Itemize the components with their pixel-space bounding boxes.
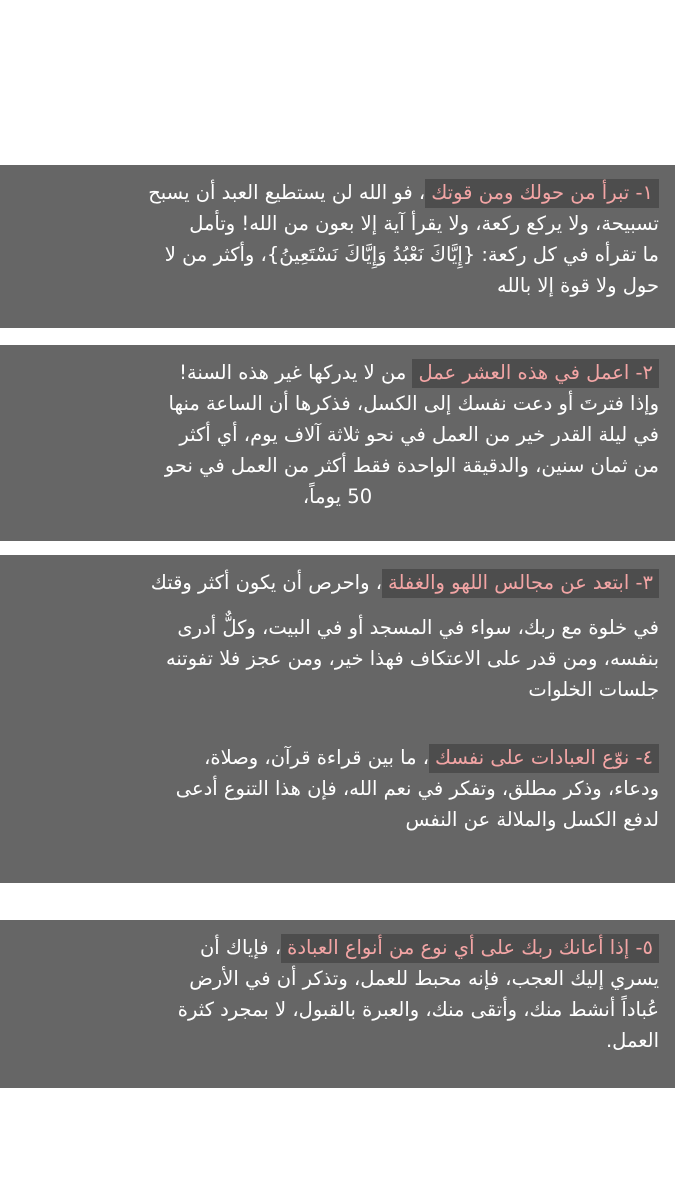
tip-line — [16, 567, 659, 598]
tip-line: في خلوة مع ربك، سواء في المسجد أو في البيت، وكلٌّ أدرى — [177, 616, 659, 639]
tip-heading-highlight: ٢- اعمل في هذه العشر عمل — [412, 359, 659, 388]
tip-line: لدفع الكسل والملالة عن النفس — [405, 808, 659, 831]
tip-line: وإذا فترتَ أو دعت نفسك إلى الكسل، فذكرها أن الساعة منها — [168, 392, 659, 415]
tip-line: ما تقرأه في كل ركعة: {إِيَّاكَ نَعْبُدُ وَإِيَّاكَ نَسْتَعِينُ}، وأكثر من لا — [164, 243, 659, 266]
tip-text: ، واحرص أن يكون أكثر وقتك — [150, 571, 383, 594]
tip-text: ، فو الله لن يستطيع العبد أن يسبح — [148, 181, 426, 204]
tip-line — [16, 742, 659, 773]
tip-line: عُباداً أنشط منك، وأتقى منك، والعبرة بالقبول، لا بمجرد كثرة — [177, 998, 659, 1021]
tip-heading-highlight: ٣- ابتعد عن مجالس اللهو والغفلة — [382, 569, 659, 598]
tip-text: من لا يدركها غير هذه السنة! — [179, 361, 413, 384]
tip-card-5 — [0, 920, 675, 1088]
tip-line: 50 يوماً، — [302, 485, 373, 508]
line-gap — [16, 598, 659, 612]
tip-line: جلسات الخلوات — [528, 678, 659, 701]
tip-line: من ثمان سنين، والدقيقة الواحدة فقط أكثر من العمل في نحو — [164, 454, 659, 477]
tip-line: في ليلة القدر خير من العمل في نحو ثلاثة آلاف يوم، أي أكثر — [179, 423, 659, 446]
tip-line: حول ولا قوة إلا بالله — [497, 274, 659, 297]
tip-line — [16, 932, 659, 963]
tip-text: ، فإياك أن — [199, 936, 282, 959]
tip-line: يسري إليك العجب، فإنه محبط للعمل، وتذكر أن في الأرض — [189, 967, 659, 990]
tip-card-4 — [0, 730, 675, 883]
tip-heading-highlight: ٤- نوّع العبادات على نفسك — [429, 744, 659, 773]
tip-card-1 — [0, 165, 675, 328]
tip-line — [16, 177, 659, 208]
tip-line — [16, 357, 659, 388]
tip-card-3 — [0, 555, 675, 730]
tip-line: بنفسه، ومن قدر على الاعتكاف فهذا خير، ومن عجز فلا تفوتنه — [165, 647, 659, 670]
tip-heading-highlight: ١- تبرأ من حولك ومن قوتك — [425, 179, 659, 208]
tip-line: ودعاء، وذكر مطلق، وتفكر في نعم الله، فإن هذا التنوع أدعى — [175, 777, 659, 800]
tip-text: ، ما بين قراءة قرآن، وصلاة، — [204, 746, 430, 769]
tip-card-2 — [0, 345, 675, 541]
tip-line: تسبيحة، ولا يركع ركعة، ولا يقرأ آية إلا بعون من الله! وتأمل — [189, 212, 659, 235]
tip-line: العمل. — [605, 1029, 659, 1052]
tip-heading-highlight: ٥- إذا أعانك ربك على أي نوع من أنواع العبادة — [281, 934, 659, 963]
